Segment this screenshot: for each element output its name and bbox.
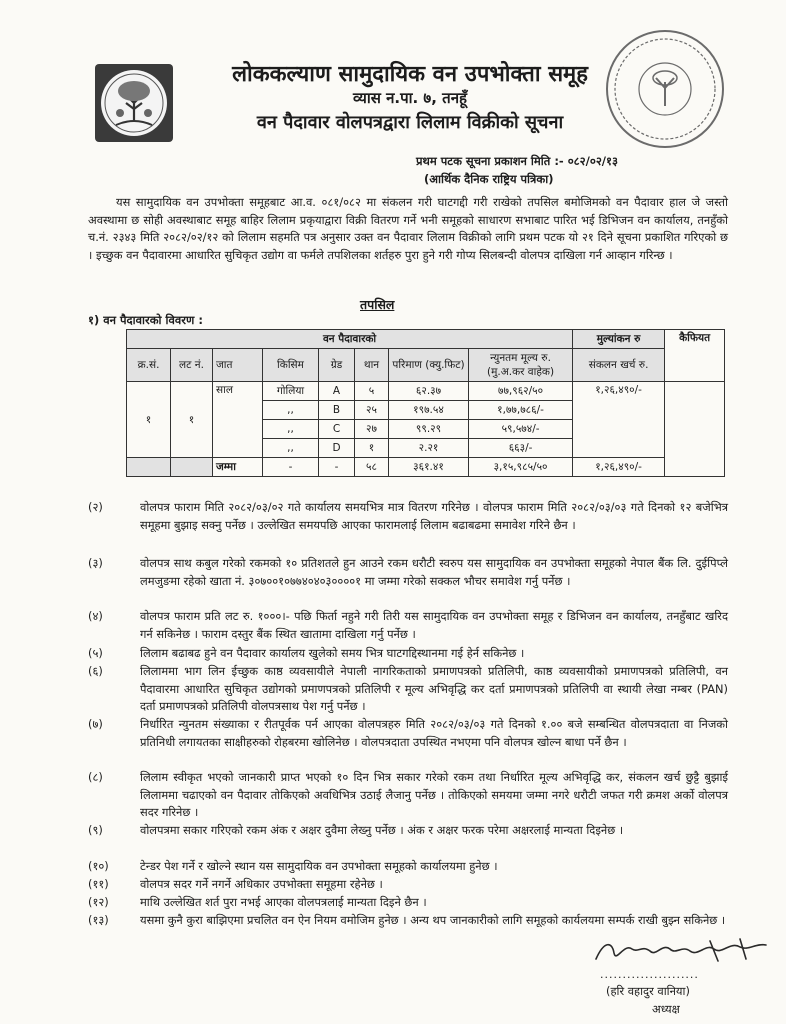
stamp-seal-icon	[600, 24, 730, 154]
section-title: तपसिल	[360, 297, 395, 312]
condition-number: (५)	[88, 646, 103, 660]
notice-title: वन पैदावार वोलपत्रद्वारा लिलाम विक्रीको सूचना	[256, 112, 564, 133]
cell-pieces: १	[355, 439, 389, 458]
condition-item	[88, 894, 728, 912]
condition-number: (४)	[88, 609, 103, 623]
cell-qty: ९९.२९	[389, 420, 469, 439]
cell-type: ,,	[263, 401, 319, 420]
condition-text: यसमा कुनै कुरा बाझिएमा प्रचलित वन ऐन नियम वमोजिम हुनेछ । अन्य थप जानकारीको लागि समूहको कार्यलयमा सम्पर्क राखी बुझ्न सकिनेछ ।	[140, 913, 726, 927]
condition-text: वोलपत्र साथ कबुल गरेको रकमको १० प्रतिशतले हुन आउने रकम धरौटी स्वरुप यस सामुदायिक वन उपभोक्ता समूहको नेपाल बैंक लि. दुईपिप्ले लमजुङमा रहेको खाता नं. ३०७००१०७७४०४०३००००१ मा जम्मा गरेको सक्कल भौचर समावेश गर्नु पर्नेछ ।	[140, 556, 728, 588]
table-row	[127, 382, 725, 401]
condition-item	[88, 716, 728, 751]
col-species: जात	[213, 349, 263, 382]
condition-text: लिलाममा भाग लिन ईच्छुक काष्ठ व्यवसायीले नेपाली नागरिकताको प्रमाणपत्रको प्रतिलिपी, काष्ठ व्यवसायीको प्रमाणपत्रको प्रतिलिपी, वन पैदावारमा आधारित सुचिकृत उद्योगको प्रमाणपत्रको प्रतिलिपी र मूल्य अभिवृद्धि कर दर्ता प्रमाणपत्रको प्रतिलिपी वा स्थायी लेखा नम्बर (PAN) दर्ता प्रमाणपत्रको प्रतिलिपी वोलपत्रसाथ पेश गर्नु पर्नेछ ।	[140, 664, 728, 714]
condition-text: निर्धारित न्युनतम संख्याका र रीतपूर्वक पर्न आएका वोलपत्रहरु मिति २०८२/०३/०३ गते दिनको १.०० बजे सम्बन्धित वोलपत्रदाता वा निजको प्रतिनिधी लगायतका साक्षीहरुको रोहबरमा खोलिनेछ । वोलपत्रदाता उपस्थित नभएमा पनि वोलपत्र खोल्न बाधा पर्ने छैन ।	[140, 717, 728, 749]
condition-text: लिलाम स्वीकृत भएको जानकारी प्राप्त भएको १० दिन भित्र सकार गरेको रकम तथा निर्धारित मूल्य अभिवृद्धि कर, संकलन खर्च छुट्टै बुझाई लिलाममा चढाएको वन पैदावार तोकिएको अवधिभित्र उठाई लैजानु पर्नेछ । तोकिएको समयमा जम्मा नगरे धरौटी जफत गरी क्रमश अर्को वोलपत्र सदर गरिनेछ ।	[140, 770, 728, 820]
col-type: किसिम	[263, 349, 319, 382]
condition-item	[88, 499, 728, 534]
condition-item	[88, 769, 728, 822]
cell-price: ५९,५७४/-	[469, 420, 573, 439]
condition-text: वोलपत्र सदर गर्ने नगर्ने अधिकार उपभोक्ता समूहमा रहेनेछ ।	[140, 877, 383, 891]
condition-text: टेन्डर पेश गर्ने र खोल्ने स्थान यस सामुदायिक वन उपभोक्ता समूहको कार्यालयमा हुनेछ ।	[140, 859, 498, 873]
condition-item	[88, 663, 728, 716]
org-logo-icon	[94, 63, 174, 143]
cell-grade: D	[319, 439, 355, 458]
total-price: ३,१५,९८५/५०	[469, 458, 573, 477]
org-address: व्यास न.पा. ७, तनहूँ	[353, 89, 467, 107]
forest-produce-table	[126, 329, 725, 477]
condition-number: (९)	[88, 823, 103, 837]
condition-number: (३)	[88, 556, 103, 570]
condition-item	[88, 858, 728, 876]
total-label: जम्मा	[213, 458, 263, 477]
intro-paragraph: यस सामुदायिक वन उपभोक्ता समूहबाट आ.व. ०८१/०८२ मा संकलन गरी घाटगद्दी गरी राखेको तपसिल बमोजिमको वन पैदावार हाल जे जस्तो अवस्थामा छ सोही अवस्थाबाट समूह बाहिर लिलाम प्रकृयाद्वारा विक्री वितरण गर्ने भनी समूहको साधारण सभाबाट पारित भई डिभिजन वन कार्यालय, तनहुँको च.नं. २३४३ मिति २०८२/०२/१२ को लिलाम सहमति पत्र अनुसार उक्त वन पैदावार लिलाम विक्रीको लागि प्रथम पटक यो २१ दिने सूचना प्रकाशित गरिएको छ । इच्छुक वन पैदावारमा आधारित सुचिकृत उद्योग वा फर्मले तपशिलका शर्तहरु पुरा हुने गरी गोप्य सिलबन्दी वोलपत्र दाखिला गर्न आव्हान गरिन्छ ।	[88, 195, 728, 262]
publication-date: प्रथम पटक सूचना प्रकाशन मिति :- ०८२/०२/१३	[416, 154, 618, 168]
cell-pieces: ५	[355, 382, 389, 401]
col-remarks: कैफियत	[665, 330, 725, 382]
cell-grade: C	[319, 420, 355, 439]
cell-price: ६६३/-	[469, 439, 573, 458]
condition-number: (१३)	[88, 913, 109, 927]
cell-pieces: २७	[355, 420, 389, 439]
col-pieces: थान	[355, 349, 389, 382]
total-type: -	[263, 458, 319, 477]
subsection-title: १) वन पैदावारको विवरण :	[88, 313, 203, 327]
cell-price: १,७७,७८६/-	[469, 401, 573, 420]
condition-item	[88, 645, 728, 663]
cell-cost: १,२६,४९०/-	[573, 382, 665, 458]
cell-type: ,,	[263, 439, 319, 458]
total-qty: ३६१.४१	[389, 458, 469, 477]
col-lot: लट नं.	[171, 349, 213, 382]
cell-qty: २.२१	[389, 439, 469, 458]
condition-item	[88, 912, 728, 930]
org-name: लोककल्याण सामुदायिक वन उपभोक्ता समूह	[232, 62, 588, 87]
condition-item	[88, 555, 728, 590]
condition-item	[88, 608, 728, 643]
cell-sn: १	[127, 382, 171, 458]
cell-remarks	[665, 382, 725, 477]
condition-number: (६)	[88, 664, 103, 678]
col-cost: संकलन खर्च रु.	[573, 349, 665, 382]
condition-text: वोलपत्रमा सकार गरिएको रकम अंक र अक्षर दुवैमा लेख्नु पर्नेछ । अंक र अक्षर फरक परेमा अक्षरलाई मान्यता दिइनेछ ।	[140, 823, 624, 837]
total-cost: १,२६,४९०/-	[573, 458, 665, 477]
cell-qty: १९७.५४	[389, 401, 469, 420]
col-sn: क्र.सं.	[127, 349, 171, 382]
handwritten-signature	[590, 935, 780, 969]
condition-text: माथि उल्लेखित शर्त पुरा नभई आएका वोलपत्रलाई मान्यता दिइने छैन ।	[140, 895, 427, 909]
cell-lot: १	[171, 382, 213, 458]
condition-number: (१२)	[88, 895, 109, 909]
group-header-forest: वन पैदावारको	[127, 330, 573, 349]
cell-species: साल	[213, 382, 263, 458]
col-grade: ग्रेड	[319, 349, 355, 382]
table-total-row	[127, 458, 725, 477]
condition-number: (१०)	[88, 859, 109, 873]
group-header-value: मुल्यांकन रु	[573, 330, 665, 349]
cell-grade: A	[319, 382, 355, 401]
total-grade: -	[319, 458, 355, 477]
condition-number: (७)	[88, 717, 103, 731]
signatory-name: (हरि वहादुर वानिया)	[606, 984, 690, 998]
cell-qty: ६२.३७	[389, 382, 469, 401]
signature-line: ......................	[600, 968, 699, 981]
signatory-role: अध्यक्ष	[652, 1002, 680, 1016]
cell-grade: B	[319, 401, 355, 420]
condition-text: लिलाम बढाबढ हुने वन पैदावार कार्यालय खुलेको समय भित्र घाटगद्दिस्थानमा गई हेर्न सकिनेछ ।	[140, 646, 525, 660]
col-qty: परिमाण (क्यु.फिट)	[389, 349, 469, 382]
condition-text: वोलपत्र फाराम मिति २०८२/०३/०२ गते कार्यालय समयभित्र मात्र वितरण गरिनेछ । वोलपत्र फाराम मिति २०८२/०३/०३ गते दिनको १२ बजेभित्र समूहमा बुझाइ सक्नु पर्नेछ । उल्लेखित समयपछि आएका फारामलाई लिलाम बढाबढमा समावेश गरिने छैन ।	[140, 500, 728, 532]
publication-paper: (आर्थिक दैनिक राष्ट्रिय पत्रिका)	[424, 172, 554, 186]
cell-type: गोलिया	[263, 382, 319, 401]
cell-pieces: २५	[355, 401, 389, 420]
condition-item	[88, 876, 728, 894]
cell-type: ,,	[263, 420, 319, 439]
condition-text: वोलपत्र फाराम प्रति लट रु. १०००।- पछि फिर्ता नहुने गरी तिरी यस सामुदायिक वन उपभोक्ता समूह र डिभिजन वन कार्यालय, तनहुँबाट खरिद गर्न सकिनेछ । फाराम दस्तुर बैंक स्थित खातामा दाखिला गर्नु पर्नेछ ।	[140, 609, 728, 641]
condition-number: (२)	[88, 500, 103, 514]
cell-price: ७७,९६२/५०	[469, 382, 573, 401]
total-pieces: ५८	[355, 458, 389, 477]
condition-number: (११)	[88, 877, 109, 891]
col-min-price: न्युनतम मूल्य रु. (मु.अ.कर वाहेक)	[469, 349, 573, 382]
condition-item	[88, 822, 728, 840]
condition-number: (८)	[88, 770, 103, 784]
